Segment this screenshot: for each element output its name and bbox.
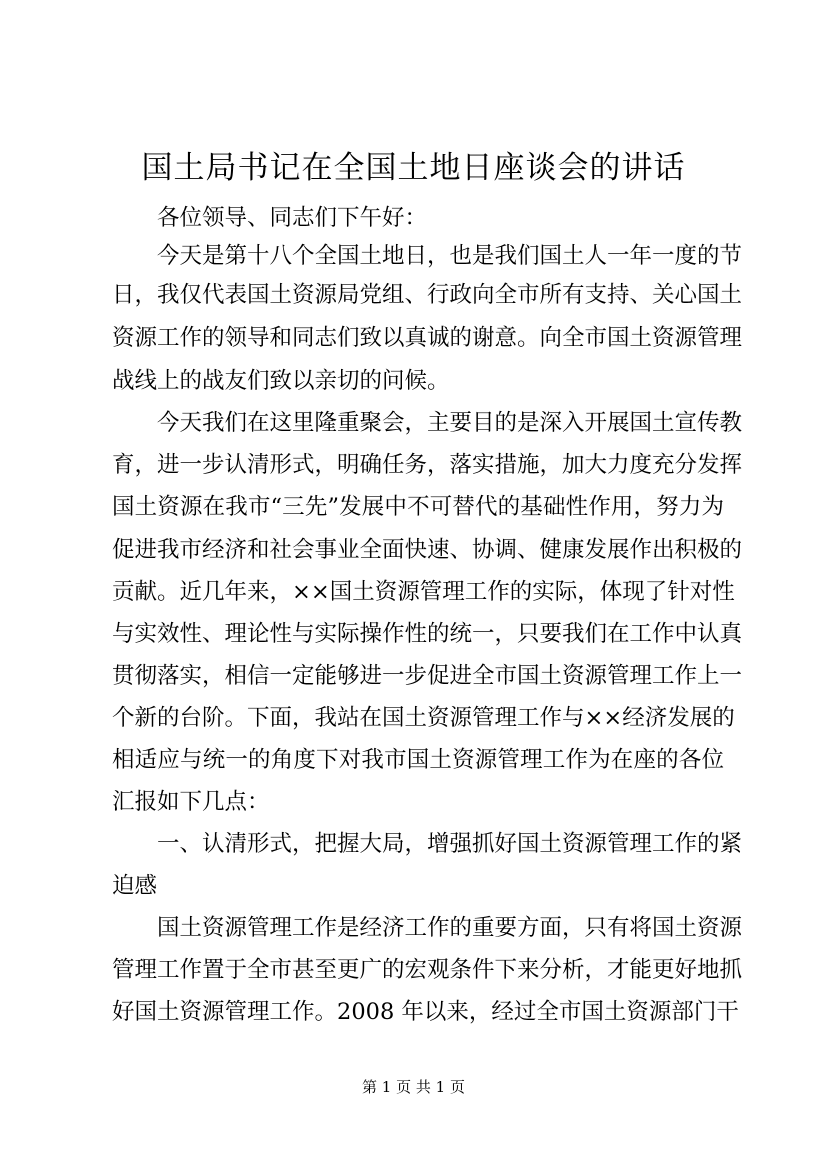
- text-line: 管理工作置于全市甚至更广的宏观条件下来分析，才能更好地抓: [112, 957, 743, 983]
- text-line: 个新的台阶。下面，我站在国土资源管理工作与××经济发展的: [112, 705, 735, 731]
- text-line: 战线上的战友们致以亲切的问候。: [112, 368, 450, 394]
- text-line: 与实效性、理论性与实际操作性的统一，只要我们在工作中认真: [112, 621, 743, 647]
- text-line: 今天是第十八个全国土地日，也是我们国土人一年一度的节: [157, 243, 743, 269]
- page-number: 第 1 页 共 1 页: [362, 1078, 465, 1096]
- text-line: 日，我仅代表国土资源局党组、行政向全市所有支持、关心国土: [112, 282, 743, 308]
- section-heading: 迫感: [112, 873, 158, 899]
- text-line: 各位领导、同志们下午好：: [157, 205, 428, 231]
- text-line: 相适应与统一的角度下对我市国土资源管理工作为在座的各位: [112, 747, 724, 773]
- text-line: 好国土资源管理工作。2008 年以来，经过全市国土资源部门干: [112, 999, 739, 1025]
- text-line: 今天我们在这里隆重聚会，主要目的是深入开展国土宣传教: [157, 410, 743, 436]
- text-line: 贡献。近几年来，××国土资源管理工作的实际，体现了针对性: [112, 579, 735, 605]
- text-line: 资源工作的领导和同志们致以真诚的谢意。向全市国土资源管理: [112, 325, 743, 351]
- document-title: 国土局书记在全国土地日座谈会的讲话: [141, 150, 686, 186]
- section-heading: 一、认清形式，把握大局，增强抓好国土资源管理工作的紧: [157, 831, 743, 857]
- text-line: 育，进一步认清形式，明确任务，落实措施，加大力度充分发挥: [112, 452, 743, 478]
- text-line: 国土资源管理工作是经济工作的重要方面，只有将国土资源: [157, 915, 743, 941]
- text-line: 汇报如下几点：: [112, 789, 270, 815]
- text-line: 国土资源在我市“三先”发展中不可替代的基础性作用，努力为: [112, 494, 724, 520]
- text-line: 促进我市经济和社会事业全面快速、协调、健康发展作出积极的: [112, 537, 743, 563]
- text-line: 贯彻落实，相信一定能够进一步促进全市国土资源管理工作上一: [112, 663, 743, 689]
